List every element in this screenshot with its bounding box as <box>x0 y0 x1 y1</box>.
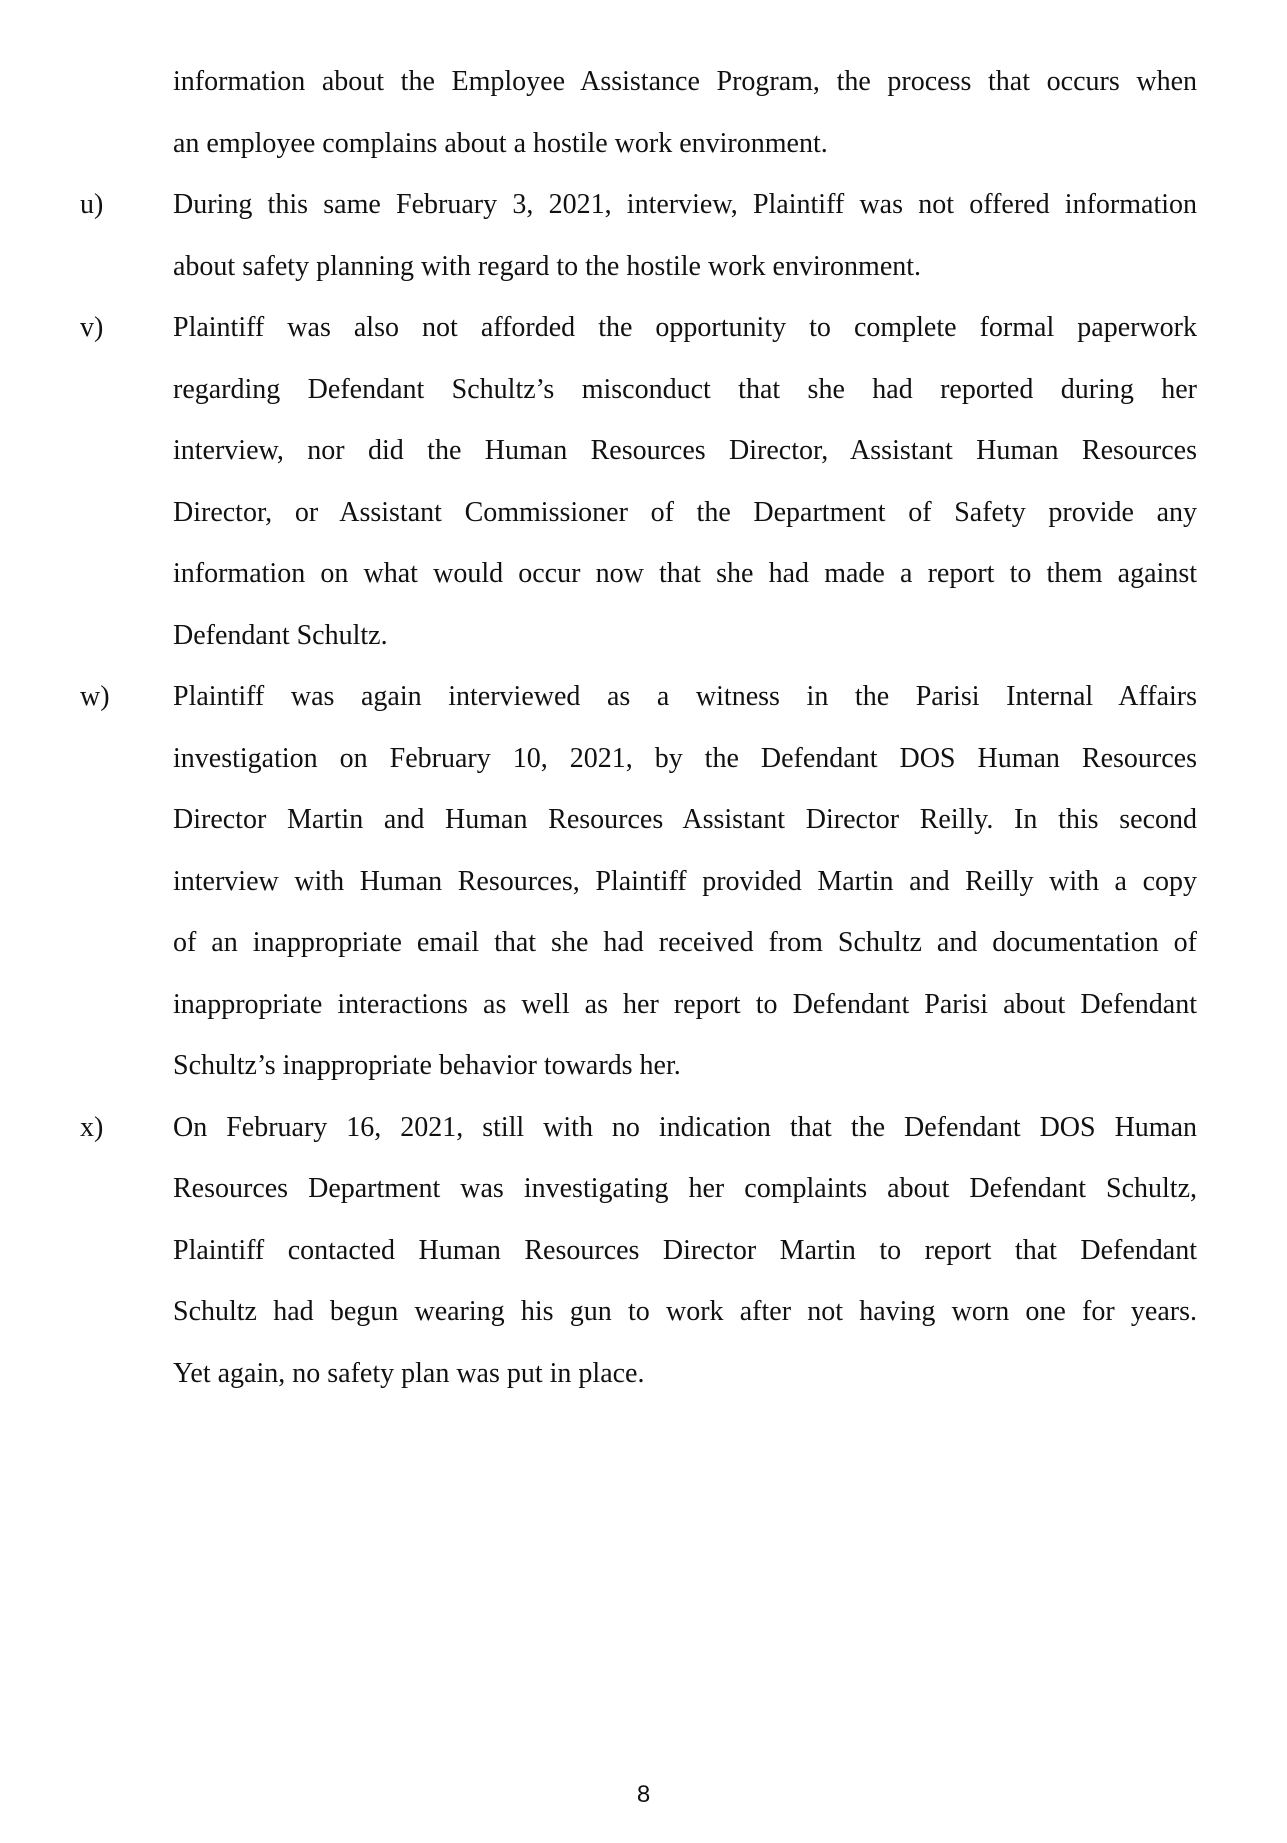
list-item-marker-v: v) <box>80 312 104 343</box>
list-item-v-line: information on what would occur now that she had made a report to them against <box>173 558 1197 589</box>
list-item-w-line: interview with Human Resources, Plaintiff provided Martin and Reilly with a copy <box>173 866 1197 897</box>
page-number: 8 <box>636 1781 651 1808</box>
list-item-x-line: Yet again, no safety plan was put in place. <box>173 1358 645 1389</box>
list-item-v-line: regarding Defendant Schultz’s misconduct that she had reported during her <box>173 374 1197 405</box>
list-item-v-line: interview, nor did the Human Resources Director, Assistant Human Resources <box>173 435 1197 466</box>
paragraph-line: an employee complains about a hostile work environment. <box>173 128 828 159</box>
list-item-w-line: Schultz’s inappropriate behavior towards her. <box>173 1050 681 1081</box>
list-item-u-line: During this same February 3, 2021, interview, Plaintiff was not offered information <box>173 189 1197 220</box>
list-item-marker-w: w) <box>80 681 110 712</box>
paragraph-line: information about the Employee Assistance Program, the process that occurs when <box>173 66 1197 97</box>
list-item-w-line: Plaintiff was again interviewed as a witness in the Parisi Internal Affairs <box>173 681 1197 712</box>
list-item-marker-x: x) <box>80 1112 104 1143</box>
list-item-x-line: Plaintiff contacted Human Resources Director Martin to report that Defendant <box>173 1235 1197 1266</box>
list-item-u-line: about safety planning with regard to the hostile work environment. <box>173 251 922 282</box>
list-item-marker-u: u) <box>80 189 104 220</box>
list-item-w-line: Director Martin and Human Resources Assistant Director Reilly. In this second <box>173 804 1197 835</box>
list-item-v-line: Defendant Schultz. <box>173 620 388 651</box>
list-item-w-line: inappropriate interactions as well as her report to Defendant Parisi about Defendant <box>173 989 1197 1020</box>
list-item-w-line: investigation on February 10, 2021, by the Defendant DOS Human Resources <box>173 743 1197 774</box>
list-item-x-line: Resources Department was investigating her complaints about Defendant Schultz, <box>173 1173 1197 1204</box>
list-item-v-line: Plaintiff was also not afforded the opportunity to complete formal paperwork <box>173 312 1197 343</box>
list-item-v-line: Director, or Assistant Commissioner of the Department of Safety provide any <box>173 497 1197 528</box>
list-item-x-line: Schultz had begun wearing his gun to work after not having worn one for years. <box>173 1296 1197 1327</box>
list-item-x-line: On February 16, 2021, still with no indication that the Defendant DOS Human <box>173 1112 1197 1143</box>
list-item-w-line: of an inappropriate email that she had received from Schultz and documentation of <box>173 927 1197 958</box>
